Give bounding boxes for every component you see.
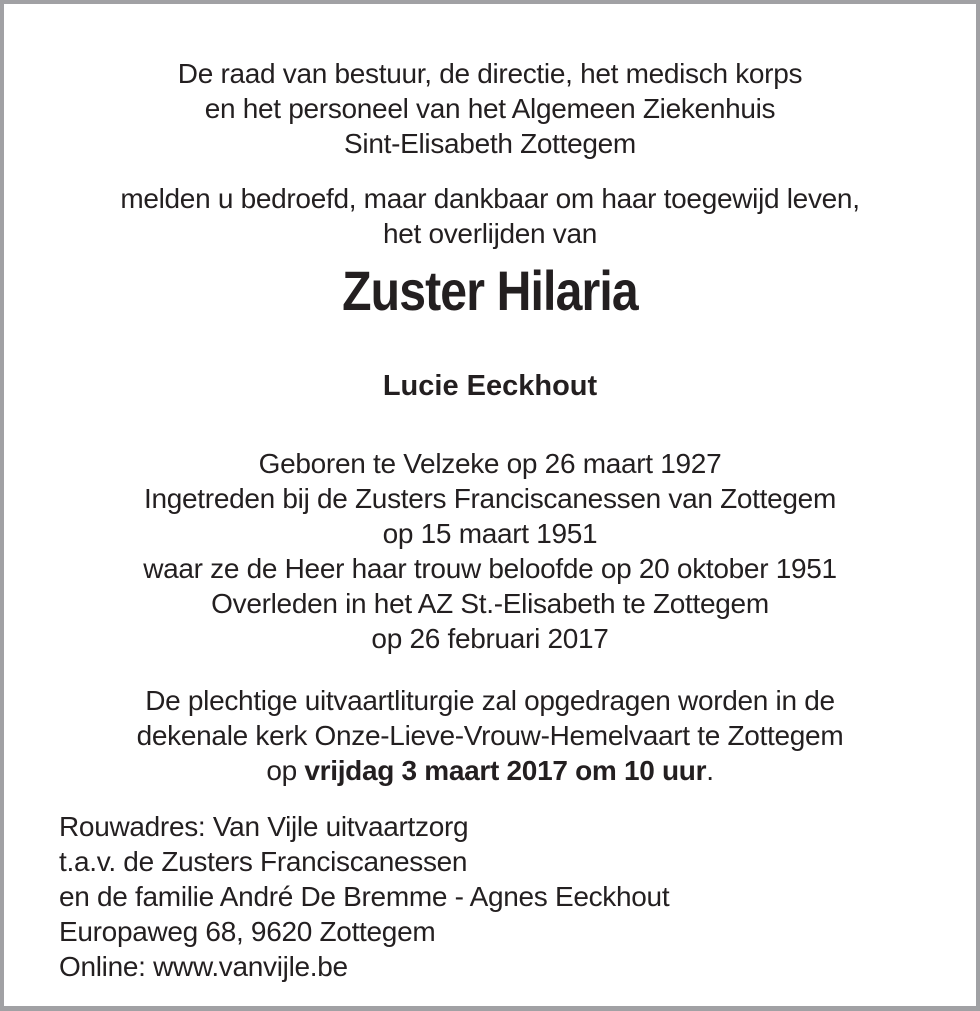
life-line: Ingetreden bij de Zusters Franciscanessen van Zottegem	[144, 483, 836, 514]
life-line: waar ze de Heer haar trouw beloofde op 20 oktober 1951	[143, 553, 837, 584]
subtitle-block	[4, 368, 976, 404]
funeral-line: dekenale kerk Onze-Lieve-Vrouw-Hemelvaart te Zottegem	[136, 720, 844, 751]
intro-line: Sint-Elisabeth Zottegem	[344, 128, 636, 159]
website-line: Online: www.vanvijle.be	[59, 951, 348, 982]
intro-line: De raad van bestuur, de directie, het medisch korps	[177, 58, 803, 89]
death-announcement-card	[4, 4, 976, 1006]
life-line: Overleden in het AZ St.-Elisabeth te Zottegem	[211, 588, 769, 619]
deceased-title: Zuster Hilaria	[342, 259, 638, 322]
address-line: en de familie André De Bremme - Agnes Eeckhout	[59, 881, 670, 912]
funeral-date-prefix: op	[266, 755, 305, 786]
title-block	[4, 259, 976, 323]
life-line: op 15 maart 1951	[382, 518, 598, 549]
address-line: Europaweg 68, 9620 Zottegem	[59, 916, 436, 947]
intro-line: en het personeel van het Algemeen Ziekenhuis	[204, 93, 776, 124]
address-line: Rouwadres: Van Vijle uitvaartzorg	[59, 811, 469, 842]
funeral-date-line	[4, 753, 976, 788]
notice-block	[4, 181, 976, 251]
life-line: Geboren te Velzeke op 26 maart 1927	[258, 448, 722, 479]
address-block	[59, 809, 669, 984]
funeral-date-suffix: .	[706, 755, 714, 786]
address-line: t.a.v. de Zusters Franciscanessen	[59, 846, 468, 877]
funeral-block	[4, 683, 976, 788]
deceased-name: Lucie Eeckhout	[382, 370, 598, 402]
notice-line: melden u bedroefd, maar dankbaar om haar toegewijd leven,	[120, 183, 860, 214]
life-line: op 26 februari 2017	[371, 623, 609, 654]
life-details-block	[4, 446, 976, 656]
funeral-line: De plechtige uitvaartliturgie zal opgedragen worden in de	[145, 685, 835, 716]
notice-line: het overlijden van	[382, 218, 598, 249]
intro-block	[4, 56, 976, 161]
funeral-date: vrijdag 3 maart 2017 om 10 uur	[304, 755, 707, 786]
